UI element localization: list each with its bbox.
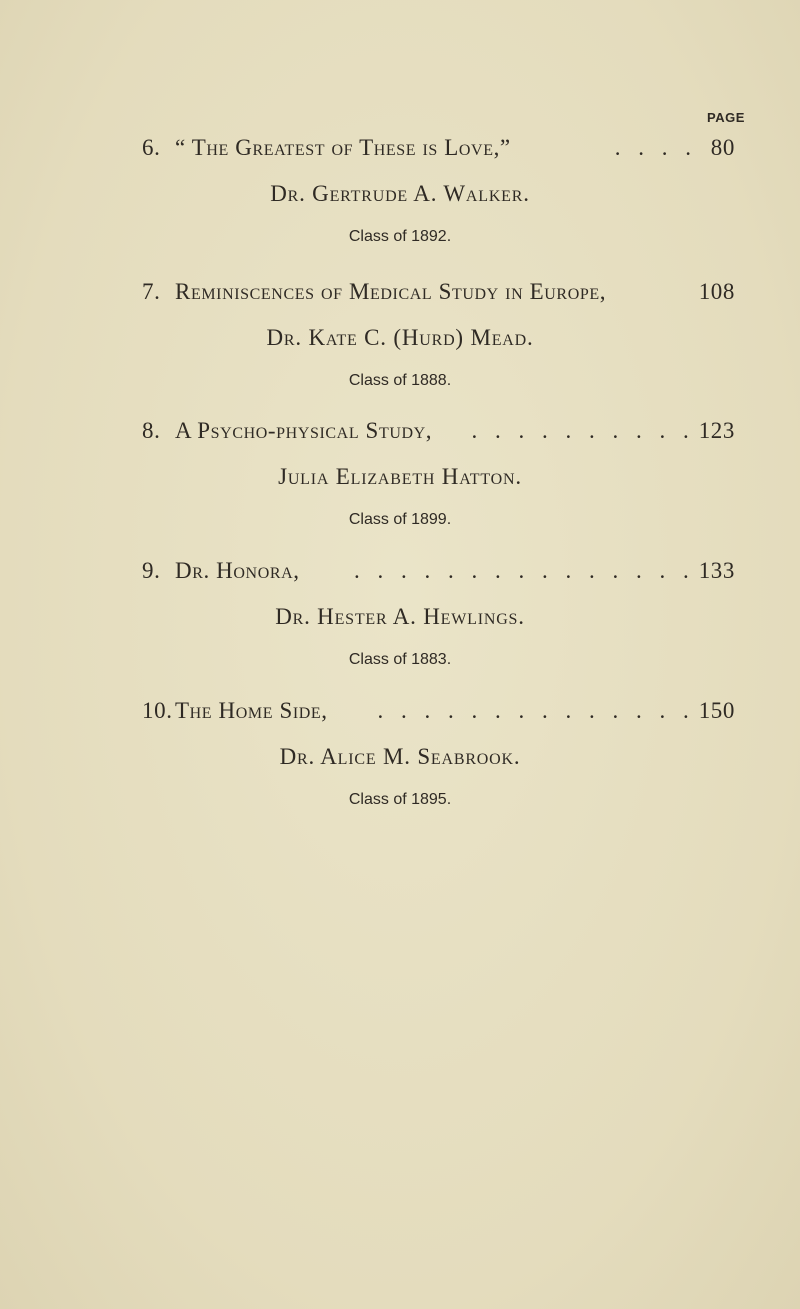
entry-title: The Home Side, <box>175 698 328 723</box>
entry-class-year: Class of 1899. <box>348 511 452 528</box>
entry-author: Dr. Alice M. Seabrook. <box>279 744 521 769</box>
entry-number: 9. <box>142 558 161 583</box>
entry-author: Dr. Kate C. (Hurd) Mead. <box>266 325 534 350</box>
entry-page-number: 80 <box>710 135 735 160</box>
dot-leader: . . . . . . . . . . . . . . . <box>353 558 695 583</box>
entry-class-year: Class of 1888. <box>348 372 452 389</box>
toc-title-line <box>142 698 735 728</box>
entry-title: “ The Greatest of These is Love,” <box>175 135 511 160</box>
entry-title: Dr. Honora, <box>175 558 300 583</box>
toc-title-line <box>142 418 735 448</box>
entry-class-year: Class of 1895. <box>348 791 452 808</box>
entry-number: 10. <box>142 698 173 723</box>
dot-leader: . . . . . . . . . . <box>471 418 695 443</box>
dot-leader: . . . . . . . . . . . . . . <box>377 698 695 723</box>
entry-number: 6. <box>142 135 161 160</box>
entry-author: Dr. Hester A. Hewlings. <box>275 604 525 629</box>
entry-number: 8. <box>142 418 161 443</box>
entry-title: A Psycho-physical Study, <box>175 418 433 443</box>
page-column-label: PAGE <box>707 110 745 125</box>
entry-page-number: 133 <box>698 558 735 583</box>
toc-title-line <box>142 135 735 165</box>
entry-title: Reminiscences of Medical Study in Europe, <box>175 279 607 304</box>
entry-number: 7. <box>142 279 161 304</box>
entry-page-number: 123 <box>698 418 735 443</box>
entry-page-number: 108 <box>698 279 735 304</box>
entry-class-year: Class of 1883. <box>348 651 452 668</box>
toc-title-line <box>142 279 735 309</box>
entry-page-number: 150 <box>698 698 735 723</box>
entry-class-year: Class of 1892. <box>348 228 452 245</box>
entry-author: Dr. Gertrude A. Walker. <box>270 181 530 206</box>
toc-title-line <box>142 558 735 588</box>
dot-leader: . . . . <box>614 135 697 160</box>
entry-author: Julia Elizabeth Hatton. <box>278 464 522 489</box>
